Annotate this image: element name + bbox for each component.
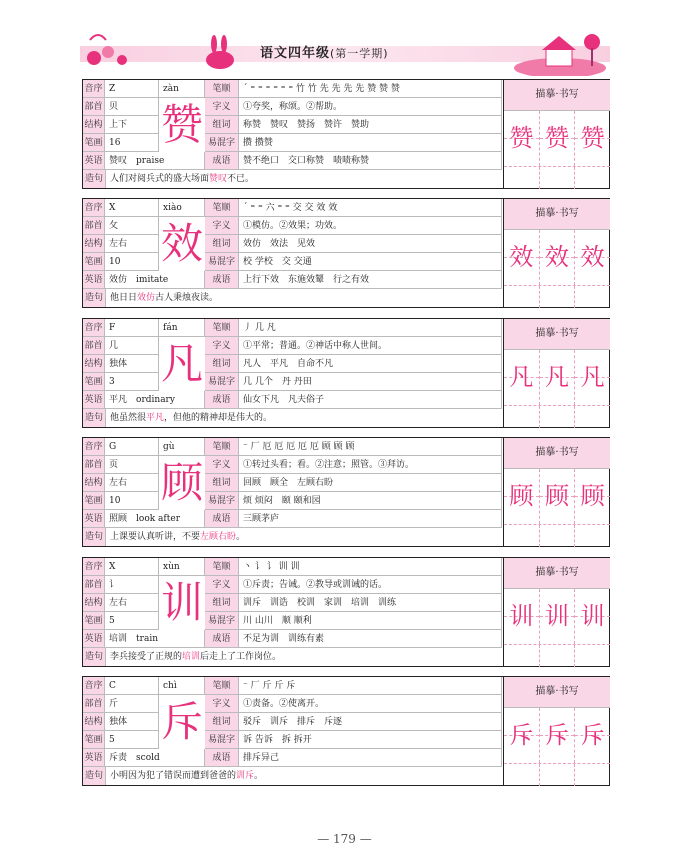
- label-example: 造句: [83, 289, 106, 307]
- label-confusable: 易混字: [205, 373, 239, 391]
- label-radical: 部首: [83, 217, 105, 235]
- write-box[interactable]: [540, 525, 576, 547]
- label-words: 组词: [205, 474, 239, 492]
- confusable-value: 几 几个 丹 丹田: [239, 373, 502, 391]
- structure-value: 独体: [105, 355, 159, 373]
- example-sentence: 他日日效仿古人秉烛夜读。: [110, 293, 219, 303]
- trace-box[interactable]: 效: [540, 230, 576, 285]
- stroke-count-value: 10: [105, 492, 159, 510]
- english-value: 培训 train: [105, 630, 205, 648]
- write-box[interactable]: [540, 286, 576, 308]
- label-stroke-count: 笔画: [83, 134, 105, 152]
- trace-box[interactable]: 顾: [575, 469, 610, 524]
- trace-panel: [503, 80, 610, 188]
- write-box[interactable]: [504, 645, 540, 667]
- label-radical: 部首: [83, 456, 105, 474]
- initial-value: Z: [105, 80, 159, 98]
- label-idiom: 成语: [205, 630, 239, 648]
- write-box[interactable]: [575, 286, 610, 308]
- example-sentence: 他虽然很平凡，但他的精神却是伟大的。: [110, 413, 273, 423]
- label-english: 英语: [83, 152, 105, 170]
- page-header: [80, 28, 610, 76]
- stroke-count-value: 16: [105, 134, 159, 152]
- write-box[interactable]: [504, 525, 540, 547]
- label-words: 组词: [205, 713, 239, 731]
- write-box[interactable]: [575, 764, 610, 786]
- label-initial: 音序: [83, 199, 105, 217]
- label-meaning: 字义: [205, 217, 239, 235]
- stroke-count-value: 10: [105, 253, 159, 271]
- write-box[interactable]: [575, 645, 610, 667]
- structure-value: 独体: [105, 713, 159, 731]
- trace-panel: [503, 677, 610, 785]
- idiom-value: 三顾茅庐: [239, 510, 502, 528]
- confusable-value: 川 山川 顺 顺利: [239, 612, 502, 630]
- pinyin-value: xùn: [159, 558, 205, 576]
- stroke-order: 丶 讠 讠 训 训: [239, 558, 502, 576]
- example-sentence: 李兵接受了正规的培训后走上了工作岗位。: [110, 652, 282, 662]
- example-row: [83, 170, 502, 188]
- label-initial: 音序: [83, 438, 105, 456]
- trace-box[interactable]: 顾: [504, 469, 540, 524]
- label-structure: 结构: [83, 235, 105, 253]
- pinyin-value: chì: [159, 677, 205, 695]
- initial-value: F: [105, 319, 159, 337]
- write-box[interactable]: [504, 764, 540, 786]
- write-box[interactable]: [504, 167, 540, 189]
- page-number: — 179 —: [317, 832, 372, 846]
- label-english: 英语: [83, 271, 105, 289]
- character-card: [82, 437, 610, 547]
- pinyin-value: zàn: [159, 80, 205, 98]
- radical-value: 几: [105, 337, 159, 355]
- label-stroke-count: 笔画: [83, 612, 105, 630]
- stroke-count-value: 5: [105, 731, 159, 749]
- write-box[interactable]: [540, 167, 576, 189]
- label-idiom: 成语: [205, 152, 239, 170]
- write-box[interactable]: [504, 286, 540, 308]
- stroke-order: 丿 几 凡: [239, 319, 502, 337]
- radical-value: 页: [105, 456, 159, 474]
- label-meaning: 字义: [205, 337, 239, 355]
- label-idiom: 成语: [205, 510, 239, 528]
- meaning-value: ①模仿。②效果；功效。: [239, 217, 502, 235]
- main-character: 赞: [160, 100, 203, 149]
- character-card: [82, 676, 610, 786]
- example-row: [83, 767, 502, 785]
- label-initial: 音序: [83, 319, 105, 337]
- write-box[interactable]: [575, 406, 610, 428]
- trace-box[interactable]: 赞: [540, 111, 576, 166]
- trace-header: 描摹·书写: [504, 558, 610, 589]
- flower-decoration-icon: [80, 28, 140, 74]
- pinyin-value: xiào: [159, 199, 205, 217]
- character-card: [82, 318, 610, 428]
- label-words: 组词: [205, 355, 239, 373]
- words-value: 驳斥 训斥 排斥 斥逐: [239, 713, 502, 731]
- meaning-value: ①责备。②使离开。: [239, 695, 502, 713]
- label-meaning: 字义: [205, 98, 239, 116]
- label-meaning: 字义: [205, 456, 239, 474]
- structure-value: 左右: [105, 594, 159, 612]
- write-box[interactable]: [575, 525, 610, 547]
- structure-value: 左右: [105, 235, 159, 253]
- structure-value: 左右: [105, 474, 159, 492]
- trace-box[interactable]: 斥: [575, 708, 610, 763]
- label-radical: 部首: [83, 337, 105, 355]
- trace-header: 描摹·书写: [504, 677, 610, 708]
- words-value: 回顾 顾全 左顾右盼: [239, 474, 502, 492]
- label-strokes: 笔顺: [205, 80, 239, 98]
- trace-header: 描摹·书写: [504, 80, 610, 111]
- trace-box[interactable]: 训: [540, 589, 576, 644]
- words-value: 训斥 训诰 校训 家训 培训 训练: [239, 594, 502, 612]
- label-strokes: 笔顺: [205, 438, 239, 456]
- label-stroke-count: 笔画: [83, 492, 105, 510]
- label-example: 造句: [83, 648, 106, 666]
- write-box[interactable]: [540, 764, 576, 786]
- trace-box[interactable]: 凡: [540, 350, 576, 405]
- label-radical: 部首: [83, 695, 105, 713]
- initial-value: C: [105, 677, 159, 695]
- label-idiom: 成语: [205, 749, 239, 767]
- label-stroke-count: 笔画: [83, 731, 105, 749]
- confusable-value: 校 学校 交 交通: [239, 253, 502, 271]
- trace-box[interactable]: 效: [575, 230, 610, 285]
- words-value: 效仿 效法 见效: [239, 235, 502, 253]
- house-decoration-icon: [510, 28, 610, 76]
- pinyin-value: gù: [159, 438, 205, 456]
- radical-value: 贝: [105, 98, 159, 116]
- example-sentence: 上课要认真听讲，不要左顾右盼。: [110, 532, 246, 542]
- words-value: 凡人 平凡 自命不凡: [239, 355, 502, 373]
- words-value: 称赞 赞叹 赞扬 赞许 赞助: [239, 116, 502, 134]
- trace-box[interactable]: 赞: [504, 111, 540, 166]
- idiom-value: 排斥异己: [239, 749, 502, 767]
- write-box[interactable]: [575, 167, 610, 189]
- example-row: [83, 409, 502, 427]
- trace-header: 描摹·书写: [504, 199, 610, 230]
- write-box[interactable]: [504, 406, 540, 428]
- label-radical: 部首: [83, 98, 105, 116]
- trace-panel: [503, 319, 610, 427]
- trace-box[interactable]: 训: [504, 589, 540, 644]
- label-meaning: 字义: [205, 576, 239, 594]
- trace-panel: [503, 438, 610, 546]
- radical-value: 讠: [105, 576, 159, 594]
- label-example: 造句: [83, 170, 106, 188]
- meaning-value: ①夸奖，称颂。②帮助。: [239, 98, 502, 116]
- label-idiom: 成语: [205, 271, 239, 289]
- label-strokes: 笔顺: [205, 319, 239, 337]
- label-english: 英语: [83, 630, 105, 648]
- trace-header: 描摹·书写: [504, 438, 610, 469]
- label-example: 造句: [83, 767, 106, 785]
- pinyin-value: fán: [159, 319, 205, 337]
- label-structure: 结构: [83, 713, 105, 731]
- initial-value: X: [105, 199, 159, 217]
- write-box[interactable]: [540, 645, 576, 667]
- label-stroke-count: 笔画: [83, 373, 105, 391]
- label-structure: 结构: [83, 594, 105, 612]
- label-structure: 结构: [83, 355, 105, 373]
- trace-header: 描摹·书写: [504, 319, 610, 350]
- structure-value: 上下: [105, 116, 159, 134]
- label-example: 造句: [83, 528, 106, 546]
- label-confusable: 易混字: [205, 492, 239, 510]
- label-radical: 部首: [83, 576, 105, 594]
- example-row: [83, 289, 502, 307]
- main-character: 凡: [160, 339, 203, 388]
- english-value: 照顾 look after: [105, 510, 205, 528]
- example-sentence: 人们对阅兵式的盛大场面赞叹不已。: [110, 174, 255, 184]
- label-example: 造句: [83, 409, 106, 427]
- label-confusable: 易混字: [205, 731, 239, 749]
- confusable-value: 烦 烦闷 颐 颐和园: [239, 492, 502, 510]
- example-sentence: 小明因为犯了错误而遭到爸爸的训斥。: [110, 771, 264, 781]
- idiom-value: 仙女下凡 凡夫俗子: [239, 391, 502, 409]
- trace-box[interactable]: 凡: [504, 350, 540, 405]
- label-confusable: 易混字: [205, 253, 239, 271]
- label-structure: 结构: [83, 116, 105, 134]
- label-initial: 音序: [83, 80, 105, 98]
- trace-panel: [503, 199, 610, 307]
- character-card: [82, 79, 610, 189]
- label-initial: 音序: [83, 558, 105, 576]
- main-character: 顾: [160, 458, 203, 507]
- label-english: 英语: [83, 749, 105, 767]
- idiom-value: 赞不绝口 交口称赞 啧啧称赞: [239, 152, 502, 170]
- idiom-value: 不足为训 训练有素: [239, 630, 502, 648]
- stroke-order: ⁻ 厂 厄 厄 厄 厄 厄 顾 顾 顾: [239, 438, 502, 456]
- main-character: 训: [160, 578, 203, 627]
- label-strokes: 笔顺: [205, 677, 239, 695]
- example-row: [83, 528, 502, 546]
- example-row: [83, 648, 502, 666]
- label-words: 组词: [205, 116, 239, 134]
- label-initial: 音序: [83, 677, 105, 695]
- main-character: 斥: [160, 697, 203, 746]
- trace-box[interactable]: 顾: [540, 469, 576, 524]
- trace-box[interactable]: 训: [575, 589, 610, 644]
- rabbit-decoration-icon: [200, 34, 240, 70]
- label-strokes: 笔顺: [205, 199, 239, 217]
- label-structure: 结构: [83, 474, 105, 492]
- trace-box[interactable]: 效: [504, 230, 540, 285]
- idiom-value: 上行下效 东施效颦 行之有效: [239, 271, 502, 289]
- label-words: 组词: [205, 594, 239, 612]
- page-title: 语文四年级(第一学期): [260, 46, 389, 61]
- label-idiom: 成语: [205, 391, 239, 409]
- confusable-value: 攒 攒赞: [239, 134, 502, 152]
- trace-panel: [503, 558, 610, 666]
- label-confusable: 易混字: [205, 134, 239, 152]
- label-meaning: 字义: [205, 695, 239, 713]
- label-strokes: 笔顺: [205, 558, 239, 576]
- label-confusable: 易混字: [205, 612, 239, 630]
- trace-box[interactable]: 斥: [504, 708, 540, 763]
- trace-box[interactable]: 赞: [575, 111, 610, 166]
- english-value: 斥责 scold: [105, 749, 205, 767]
- label-words: 组词: [205, 235, 239, 253]
- meaning-value: ①平常；普通。②神话中称人世间。: [239, 337, 502, 355]
- english-value: 赞叹 praise: [105, 152, 205, 170]
- trace-box[interactable]: 斥: [540, 708, 576, 763]
- initial-value: X: [105, 558, 159, 576]
- english-value: 效仿 imitate: [105, 271, 205, 289]
- stroke-count-value: 3: [105, 373, 159, 391]
- stroke-order: ˊ ⁼ ⁼ ⁼ ⁼ ⁼ ⁼ 竹 竹 先 先 先 先 赞 赞 赞: [239, 80, 502, 98]
- trace-box[interactable]: 凡: [575, 350, 610, 405]
- meaning-value: ①转过头看；看。②注意；照管。③拜访。: [239, 456, 502, 474]
- stroke-order: ⁻ 厂 斤 斤 斥: [239, 677, 502, 695]
- main-character: 效: [160, 219, 203, 268]
- radical-value: 斤: [105, 695, 159, 713]
- label-english: 英语: [83, 510, 105, 528]
- character-card: [82, 557, 610, 667]
- label-english: 英语: [83, 391, 105, 409]
- stroke-count-value: 5: [105, 612, 159, 630]
- initial-value: G: [105, 438, 159, 456]
- english-value: 平凡 ordinary: [105, 391, 205, 409]
- radical-value: 攵: [105, 217, 159, 235]
- meaning-value: ①斥责；告诫。②教导或训诫的话。: [239, 576, 502, 594]
- label-stroke-count: 笔画: [83, 253, 105, 271]
- character-card: [82, 198, 610, 308]
- write-box[interactable]: [540, 406, 576, 428]
- stroke-order: ˊ ⁼ ⁼ 六 ⁼ ⁼ 交 交 效 效: [239, 199, 502, 217]
- confusable-value: 诉 告诉 拆 拆开: [239, 731, 502, 749]
